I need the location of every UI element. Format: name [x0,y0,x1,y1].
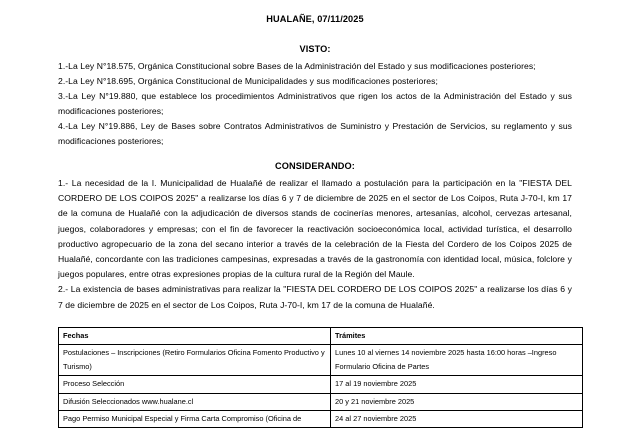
visto-item-2: 2.-La Ley N°18.695, Orgánica Constitucional de Municipalidades y sus modificaciones posteriores; [58,76,438,86]
cell-fecha: Proceso Selección [59,376,331,393]
considerando-paragraph-2: 2.- La existencia de bases administrativas para realizar la "FIESTA DEL CORDERO DE LOS COIPOS 2025" a realizarse los días 6 y 7 de diciembre de 2025 en el sector de Los Coipos, Ruta J-70-I, km 17 de la comuna de Hualañé. [58,284,572,310]
section-heading-considerando: CONSIDERANDO: [275,161,355,171]
document-date-line: HUALAÑE, 07/11/2025 [266,14,364,24]
schedule-table [58,327,583,428]
visto-item-3: 3.-La Ley N°19.880, que establece los procedimientos Administrativos que rigen los actos de la Administración del Estado y sus modificaciones posteriores; [58,91,572,116]
considerando-paragraph-1: 1.- La necesidad de la I. Municipalidad de Hualañé de realizar el llamado a postulación para la participación en la "FIESTA DEL CORDERO DE LOS COIPOS 2025" a realizarse los días 6 y 7 de diciembre de 2025 en el sector de Los Coipos, Ruta J-70-I, km 17 de la comuna de Hualañé con la adjudicación de diversos stands de cocinerías menores, artesanías, alcohol, cervezas artesanal, juegos, colaboradores y empresas; con el fin de favorecer la reactivación socioeconómica local, actividad turística, el desarrollo productivo agropecuario de la zona del secano interior a través de la celebración de la Fiesta del Cordero de los Coipos 2025 de Hualañé, concordante con las tradiciones campesinas, expresadas a través de la gastronomía con identidad local, música, folclore y juegos populares, entre otras expresiones propias de la cultura rural de la Región del Maule. [58,178,572,280]
cell-fecha: Difusión Seleccionados www.hualane.cl [59,393,331,410]
cell-fecha: Postulaciones – Inscripciones (Retiro Formularios Oficina Fomento Productivo y Turismo) [59,345,331,376]
column-header-fechas: Fechas [59,327,331,344]
cell-fecha: Pago Permiso Municipal Especial y Firma Carta Compromiso (Oficina de [59,410,331,427]
schedule-table-body [59,345,583,428]
section-heading-visto: VISTO: [299,44,331,54]
table-header-row [59,327,583,344]
table-row [59,345,583,376]
cell-tramite: Lunes 10 al viernes 14 noviembre 2025 hasta 16:00 horas –Ingreso Formulario Oficina de Partes [331,345,583,376]
visto-list [58,59,572,149]
visto-item-1: 1.-La Ley N°18.575, Orgánica Constitucional sobre Bases de la Administración del Estado y sus modificaciones posteriores; [58,61,536,71]
table-row [59,410,583,427]
column-header-tramites: Trámites [331,327,583,344]
table-row [59,393,583,410]
cell-tramite: 17 al 19 noviembre 2025 [331,376,583,393]
visto-item-4: 4.-La Ley N°19.886, Ley de Bases sobre Contratos Administrativos de Suministro y Prestación de Servicios, su reglamento y sus modificaciones posteriores; [58,121,572,146]
schedule-table-head [59,327,583,344]
cell-tramite: 20 y 21 noviembre 2025 [331,393,583,410]
table-row [59,376,583,393]
cell-tramite: 24 al 27 noviembre 2025 [331,410,583,427]
